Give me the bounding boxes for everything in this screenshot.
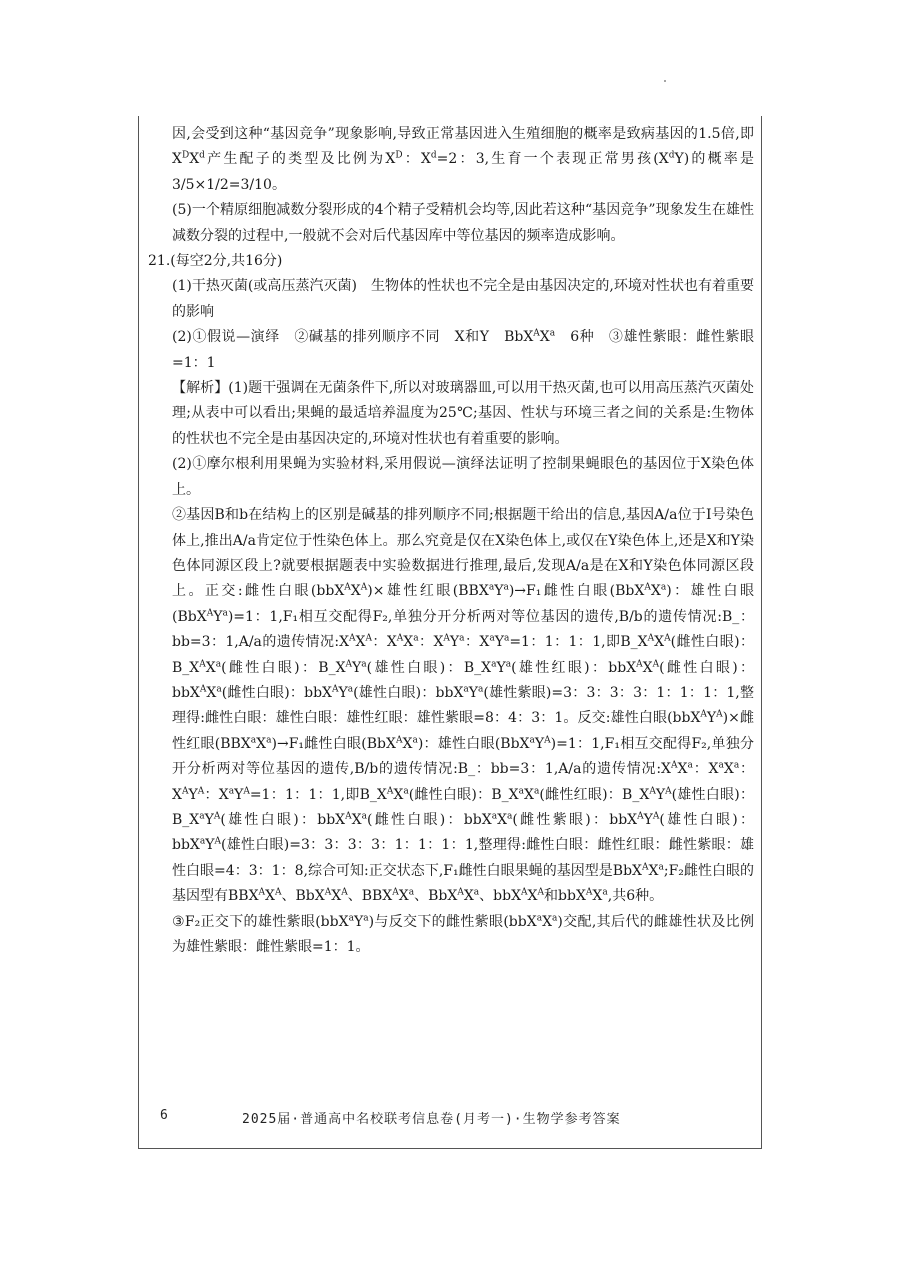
question-21-header: 21.(每空2分,共16分) xyxy=(148,253,283,270)
answer-content xyxy=(148,122,755,960)
paragraph-4-continued: 因,会受到这种“基因竞争”现象影响,导致正常基因进入生殖细胞的概率是致病基因的1.5倍,即$X^DX^d$产生配子的类型及比例为$X^D$：$X^d=2$：3,生育一个表现正常男孩$(X^dY)$的概率是3/5×1/2=3/10。 xyxy=(172,126,754,193)
answer-21-2: (2)①假说—演绎 ②碱基的排列顺序不同 X和Y $BbX^AX^a$ 6种 ③雄性紫眼：雌性紫眼=1：1 xyxy=(172,328,754,371)
footer-title: 2025届·普通高中名校联考信息卷(月考一)·生物学参考答案 xyxy=(242,1112,621,1127)
analysis-2-2: ②基因B和b在结构上的区别是碱基的排列顺序不同;根据题干给出的信息,基因A/a位于Ⅰ号染色体上,推出A/a肯定位于性染色体上。那么究竟是仅在X染色体上,或仅在Y染色体上,还是X和Y染色体同源区段上?就要根据题表中实验数据进行推理,最后,发现A/a是在X和Y染色体同源区段上。正交:雌性白眼$(bbX^AX^A)\times$雄性红眼$(BBX^aY^a)\to F_1$雌性白眼$(BbX^AX^a)$：雄性白眼$(BbX^AY^a)=1$：1,F₁相互交配得F₂,单独分开分析两对等位基因的遗传,B/b的遗传情况:B_：bb=3：1,A/a的遗传情况$:X^AX^A$：$X^AX^a$：$X^AY^a$：$X^aY^a=1$：1：1：1,即$B\_X^AX^A$(雌性白眼)：$B\_X^AX^a$(雌性白眼)：$B\_X^AY^a$(雄性白眼)：$B\_X^aY^a$(雄性红眼)：$bbX^AX^A$(雌性白眼)：$bbX^AX^a$(雌性白眼)：$bbX^AY^a$(雄性白眼)：$bbX^aY^a$(雄性紫眼)=3：3：3：3：1：1：1：1,整理得:雌性白眼：雄性白眼：雄性红眼：雄性紫眼=8：4：3：1。反交:雄性白眼$(bbX^AY^A)\times$雌性红眼$(BBX^aX^a)\to F_1$雌性白眼$(BbX^AX^a)$：雄性白眼$(BbX^aY^A)=1$：1,F₁相互交配得F₂,单独分开分析两对等位基因的遗传,B/b的遗传情况:B_：bb=3：1,A/a的遗传情况$:X^AX^a$：$X^aX^a$：$X^AY^A$：$X^aY^A=1$：1：1：1,即$B\_X^AX^a$(雌性白眼)：$B\_X^aX^a$(雌性红眼)：$B\_X^AY^A$(雄性白眼)：$B\_X^aY^A$(雄性白眼)：$bbX^AX^a$(雌性白眼)：$bbX^aX^a$(雌性紫眼)：$bbX^AY^A$(雄性白眼)：$bbX^aY^A$(雄性白眼)=3：3：3：3：1：1：1：1,整理得:雌性白眼：雌性红眼：雌性紫眼：雄性白眼=4：3：1：8,综合可知:正交状态下,F₁雌性白眼果蝇的基因型是$BbX^AX^a;F_2$雌性白眼的基因型有$BBX^AX^A$、$BbX^AX^A$、$BBX^AX^a$、$BbX^AX^a$、$bbX^AX^A$和$bbX^AX^a$,共6种。 xyxy=(172,507,755,905)
paragraph-5: (5)一个精原细胞减数分裂形成的4个精子受精机会均等,因此若这种“基因竞争”现象发生在雄性减数分裂的过程中,一般就不会对后代基因库中等位基因的频率造成影响。 xyxy=(172,202,754,244)
scan-speck xyxy=(664,80,666,82)
analysis-1: 【解析】(1)题干强调在无菌条件下,所以对玻璃器皿,可以用干热灭菌,也可以用高压蒸汽灭菌处理;从表中可以看出;果蝇的最适培养温度为25℃;基因、性状与环境三者之间的关系是:生物体的性状也不完全是由基因决定的,环境对性状也有着重要的影响。 xyxy=(172,380,754,447)
analysis-2-1: (2)①摩尔根利用果蝇为实验材料,采用假说—演绎法证明了控制果蝇眼色的基因位于X染色体上。 xyxy=(172,456,754,498)
page-number: 6 xyxy=(160,1108,168,1123)
analysis-2-3: ③F₂正交下的雄性紫眼$(bbX^aY^a)$与反交下的雌性紫眼$(bbX^aX^a)$交配,其后代的雌雄性状及比例为雄性紫眼：雌性紫眼=1：1。 xyxy=(172,912,754,955)
answer-21-1: (1)干热灭菌(或高压蒸汽灭菌) 生物体的性状也不完全是由基因决定的,环境对性状也有着重要的影响 xyxy=(172,278,754,320)
